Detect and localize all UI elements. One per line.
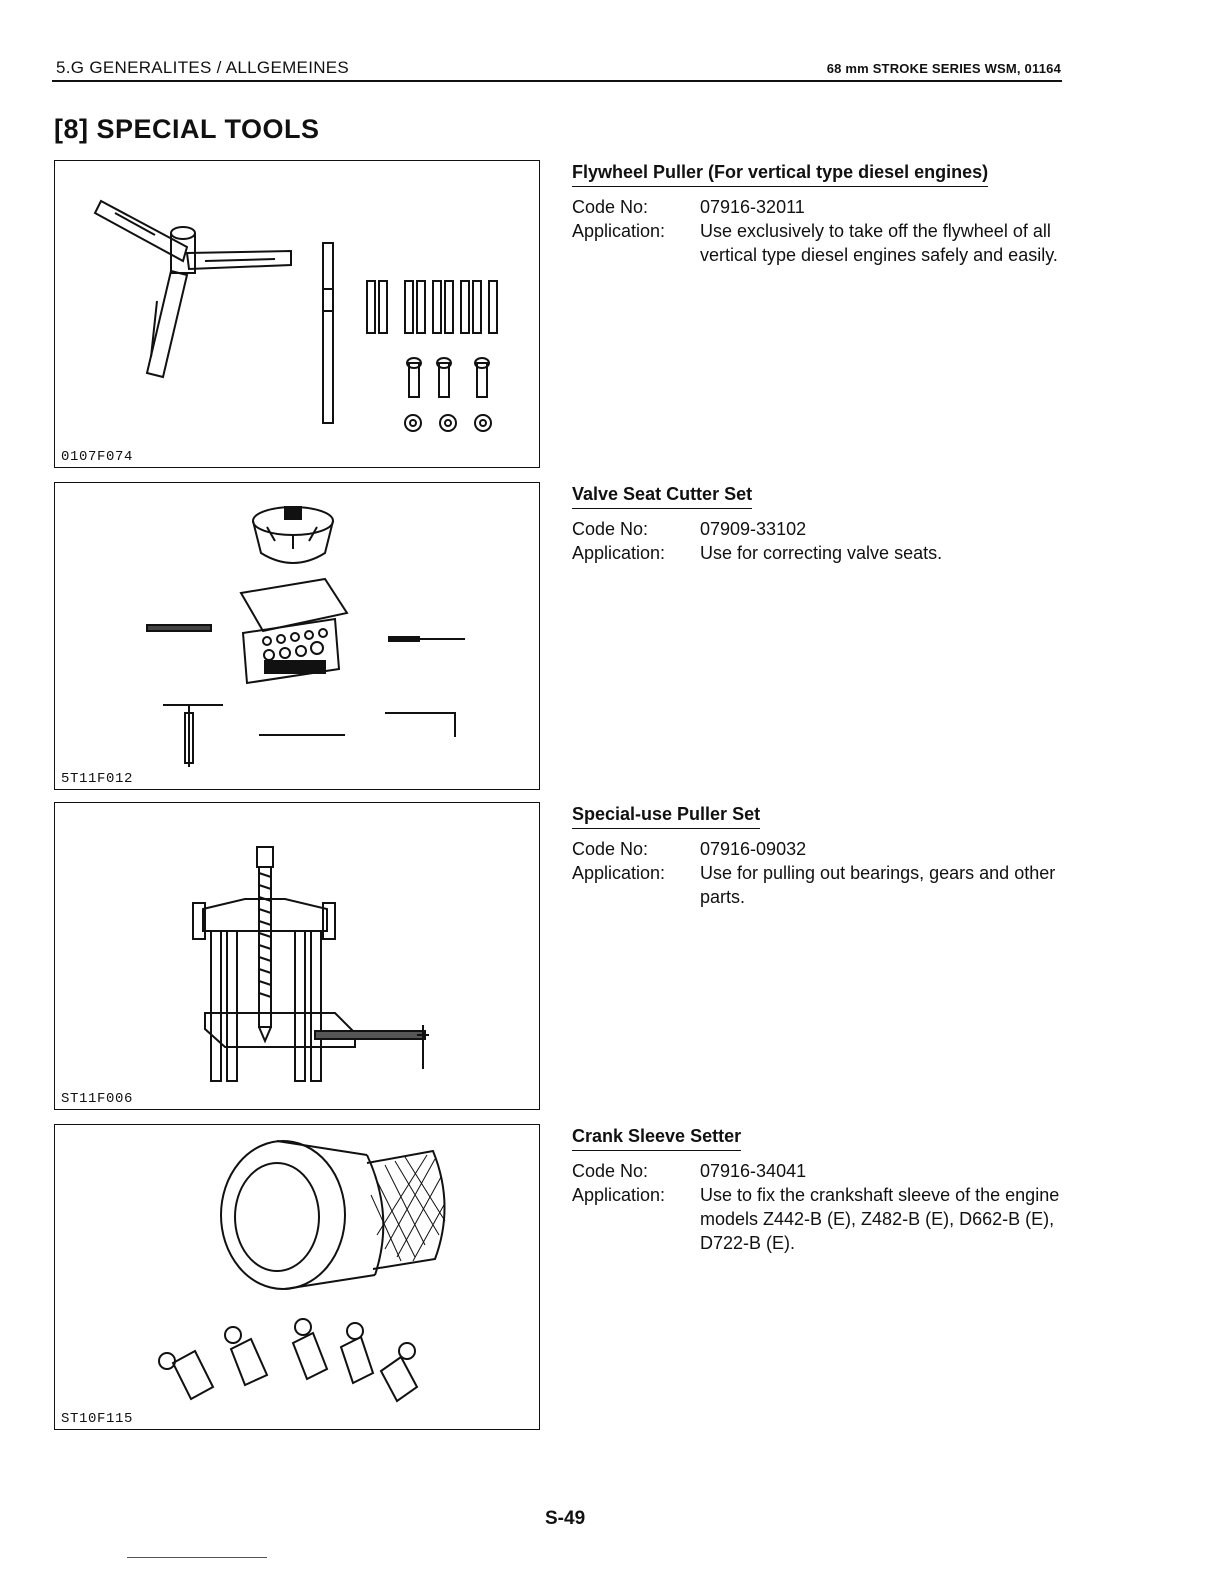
header-manual-id: 68 mm STROKE SERIES WSM, 01164 — [826, 61, 1061, 76]
application-label: Application: — [572, 863, 666, 883]
application-value: Use for correcting valve seats. — [700, 543, 943, 563]
figure-id: ST11F006 — [61, 1091, 134, 1107]
figure-special-use-puller-set — [54, 802, 540, 1110]
figure-id: 0107F074 — [61, 449, 134, 465]
code-no-value: 07916-34041 — [700, 1161, 807, 1181]
application-label: Application: — [572, 543, 666, 563]
section-title: [8] SPECIAL TOOLS — [54, 114, 320, 144]
special-use-puller-illustration — [55, 803, 541, 1111]
application-value: Use for pulling out bearings, gears and other parts. — [700, 863, 1056, 907]
tool-entry-flywheel-puller — [572, 160, 1072, 267]
application-label: Application: — [572, 221, 666, 241]
application-label: Application: — [572, 1185, 666, 1205]
code-no-label: Code No: — [572, 197, 649, 217]
flywheel-puller-illustration — [55, 161, 541, 469]
figure-valve-seat-cutter-set — [54, 482, 540, 790]
tool-entry-special-use-puller-set — [572, 802, 1072, 909]
code-no-label: Code No: — [572, 1161, 649, 1181]
header-section-label: 5.G GENERALITES / ALLGEMEINES — [56, 58, 350, 77]
code-no-value: 07916-09032 — [700, 839, 807, 859]
figure-id: 5T11F012 — [61, 771, 134, 787]
application-value: Use exclusively to take off the flywheel of all vertical type diesel engines safely and easily. — [700, 221, 1058, 265]
link-underline — [127, 1557, 267, 1558]
code-no-label: Code No: — [572, 519, 649, 539]
header-divider — [52, 80, 1062, 82]
application-value: Use to fix the crankshaft sleeve of the engine models Z442-B (E), Z482-B (E), D662-B (E), D722-B (E). — [700, 1185, 1060, 1253]
figure-flywheel-puller — [54, 160, 540, 468]
code-no-label: Code No: — [572, 839, 649, 859]
code-no-value: 07916-32011 — [700, 197, 805, 217]
tool-name: Flywheel Puller (For vertical type diesel engines) — [572, 160, 988, 187]
tool-name: Special-use Puller Set — [572, 802, 760, 829]
crank-sleeve-setter-illustration — [55, 1125, 541, 1431]
code-no-value: 07909-33102 — [700, 519, 807, 539]
tool-entry-valve-seat-cutter-set — [572, 482, 1072, 565]
page-number: S-49 — [545, 1508, 586, 1529]
tool-name: Valve Seat Cutter Set — [572, 482, 752, 509]
figure-id: ST10F115 — [61, 1411, 134, 1427]
tool-name: Crank Sleeve Setter — [572, 1124, 741, 1151]
tool-entry-crank-sleeve-setter — [572, 1124, 1072, 1255]
valve-seat-cutter-illustration — [55, 483, 541, 791]
figure-crank-sleeve-setter — [54, 1124, 540, 1430]
